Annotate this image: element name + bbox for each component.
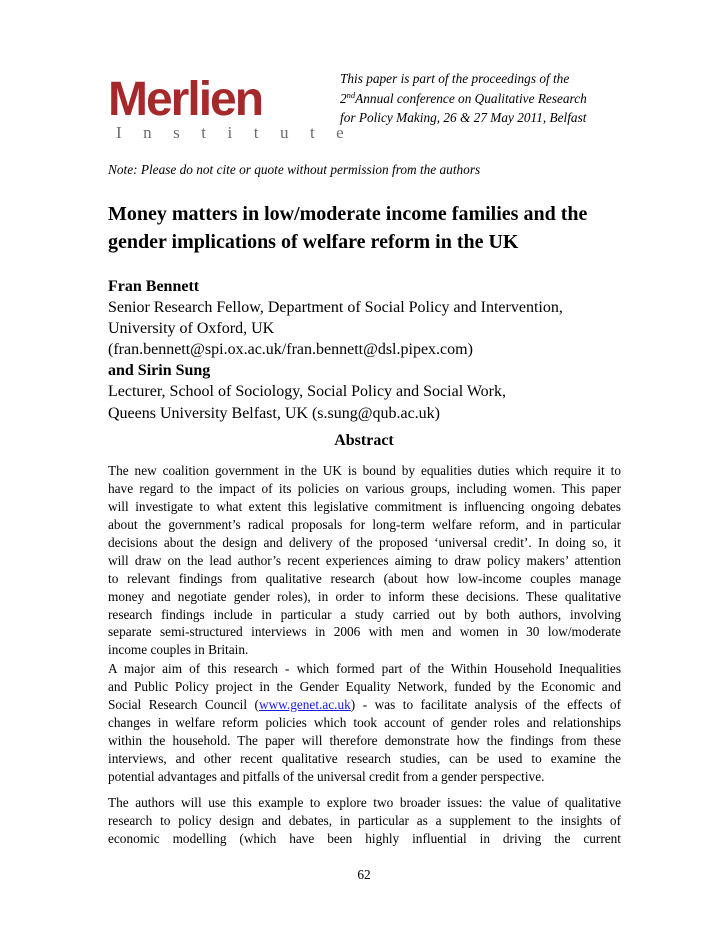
- paragraph-line: interviews, and other recent qualitative research studies, can be used to examine the: [108, 750, 621, 766]
- proceedings-line-2-text: Annual conference on Qualitative Research: [355, 90, 587, 106]
- paragraph-text: Social Research Council (: [108, 696, 259, 712]
- author-1-email: (fran.bennett@spi.ox.ac.uk/fran.bennett@dsl.pipex.com): [108, 341, 473, 359]
- abstract-paragraph-1: [108, 462, 621, 659]
- paragraph-line: have regard to the impact of its policies on various groups, including women. This paper: [108, 480, 621, 496]
- proceedings-line-2: [340, 89, 720, 109]
- paragraph-line: research to policy design and debates, in particular as a supplement to the insights of: [108, 812, 621, 828]
- author-1-affiliation-1: Senior Research Fellow, Department of Social Policy and Intervention,: [108, 299, 563, 317]
- abstract-heading: Abstract: [334, 432, 394, 449]
- paragraph-line: income couples in Britain.: [108, 642, 249, 658]
- paragraph-line: money and negotiate gender roles), in order to inform these decisions. These qualitative: [108, 588, 621, 604]
- paragraph-line: separate semi-structured interviews in 2006 with men and women in 30 low/moderate: [108, 624, 621, 640]
- paragraph-line: will draw on the lead author’s recent experiences aiming to draw policy makers’ attention: [108, 552, 621, 568]
- paragraph-line: about the government’s radical proposals for long-term welfare reform, and in particular: [108, 516, 621, 532]
- logo-wordmark: Merlien: [108, 73, 263, 126]
- logo-subtitle: Institute: [116, 123, 366, 142]
- abstract-paragraph-3: [108, 794, 621, 848]
- ordinal-suffix: nd: [346, 89, 356, 100]
- citation-note: Note: Please do not cite or quote without permission from the authors: [108, 162, 481, 177]
- abstract-paragraph-2: [108, 660, 621, 786]
- paragraph-line: within the household. The paper will therefore demonstrate how the findings from these: [108, 732, 621, 748]
- ordinal-number: 2: [340, 90, 347, 106]
- paragraph-line: and Public Policy project in the Gender Equality Network, funded by the Economic and: [108, 678, 621, 694]
- author-1-name: Fran Bennett: [108, 278, 200, 295]
- paragraph-line: A major aim of this research - which formed part of the Within Household Inequalities: [108, 661, 621, 676]
- paragraph-line: will investigate to what extent this legislative commitment is influencing ongoing debates: [108, 498, 621, 514]
- paragraph-line: [108, 696, 621, 714]
- proceedings-notice: [340, 69, 720, 128]
- paragraph-line: The new coalition government in the UK is bound by equalities duties which require it to: [108, 463, 621, 478]
- paragraph-line: potential advantages and pitfalls of the universal credit from a gender perspective.: [108, 768, 545, 784]
- paragraph-text: ) - was to facilitate analysis of the effects of: [350, 696, 621, 712]
- paragraph-line: The authors will use this example to explore two broader issues: the value of qualitative: [108, 795, 621, 810]
- genet-link[interactable]: www.genet.ac.uk: [258, 696, 351, 712]
- paragraph-line: research findings include in particular a study carried out by both authors, involving: [108, 606, 621, 622]
- author-2-name: and Sirin Sung: [108, 362, 211, 380]
- title-line-2: gender implications of welfare reform in the UK: [108, 231, 519, 253]
- author-2-affiliation-2: Queens University Belfast, UK (s.sung@qub.ac.uk): [108, 404, 441, 422]
- author-1-affiliation-2: University of Oxford, UK: [108, 320, 275, 338]
- paragraph-line: changes in welfare reform policies which took account of gender roles and relationships: [108, 714, 621, 730]
- paper-title: [108, 200, 628, 256]
- title-line-1: Money matters in low/moderate income families and the: [108, 203, 588, 225]
- proceedings-line-3: for Policy Making, 26 & 27 May 2011, Belfast: [340, 110, 587, 125]
- proceedings-line-1: This paper is part of the proceedings of the: [340, 71, 570, 86]
- paragraph-line: to relevant findings from qualitative research (about how low-income couples manage: [108, 570, 621, 586]
- page-number: 62: [357, 867, 371, 882]
- paragraph-line: economic modelling (which have been highly influential in driving the current: [108, 830, 621, 846]
- author-block: [108, 276, 628, 424]
- paragraph-line: decisions about the design and delivery of the proposed ‘universal credit’. In doing so, it: [108, 534, 621, 550]
- author-2-affiliation-1: Lecturer, School of Sociology, Social Policy and Social Work,: [108, 383, 506, 401]
